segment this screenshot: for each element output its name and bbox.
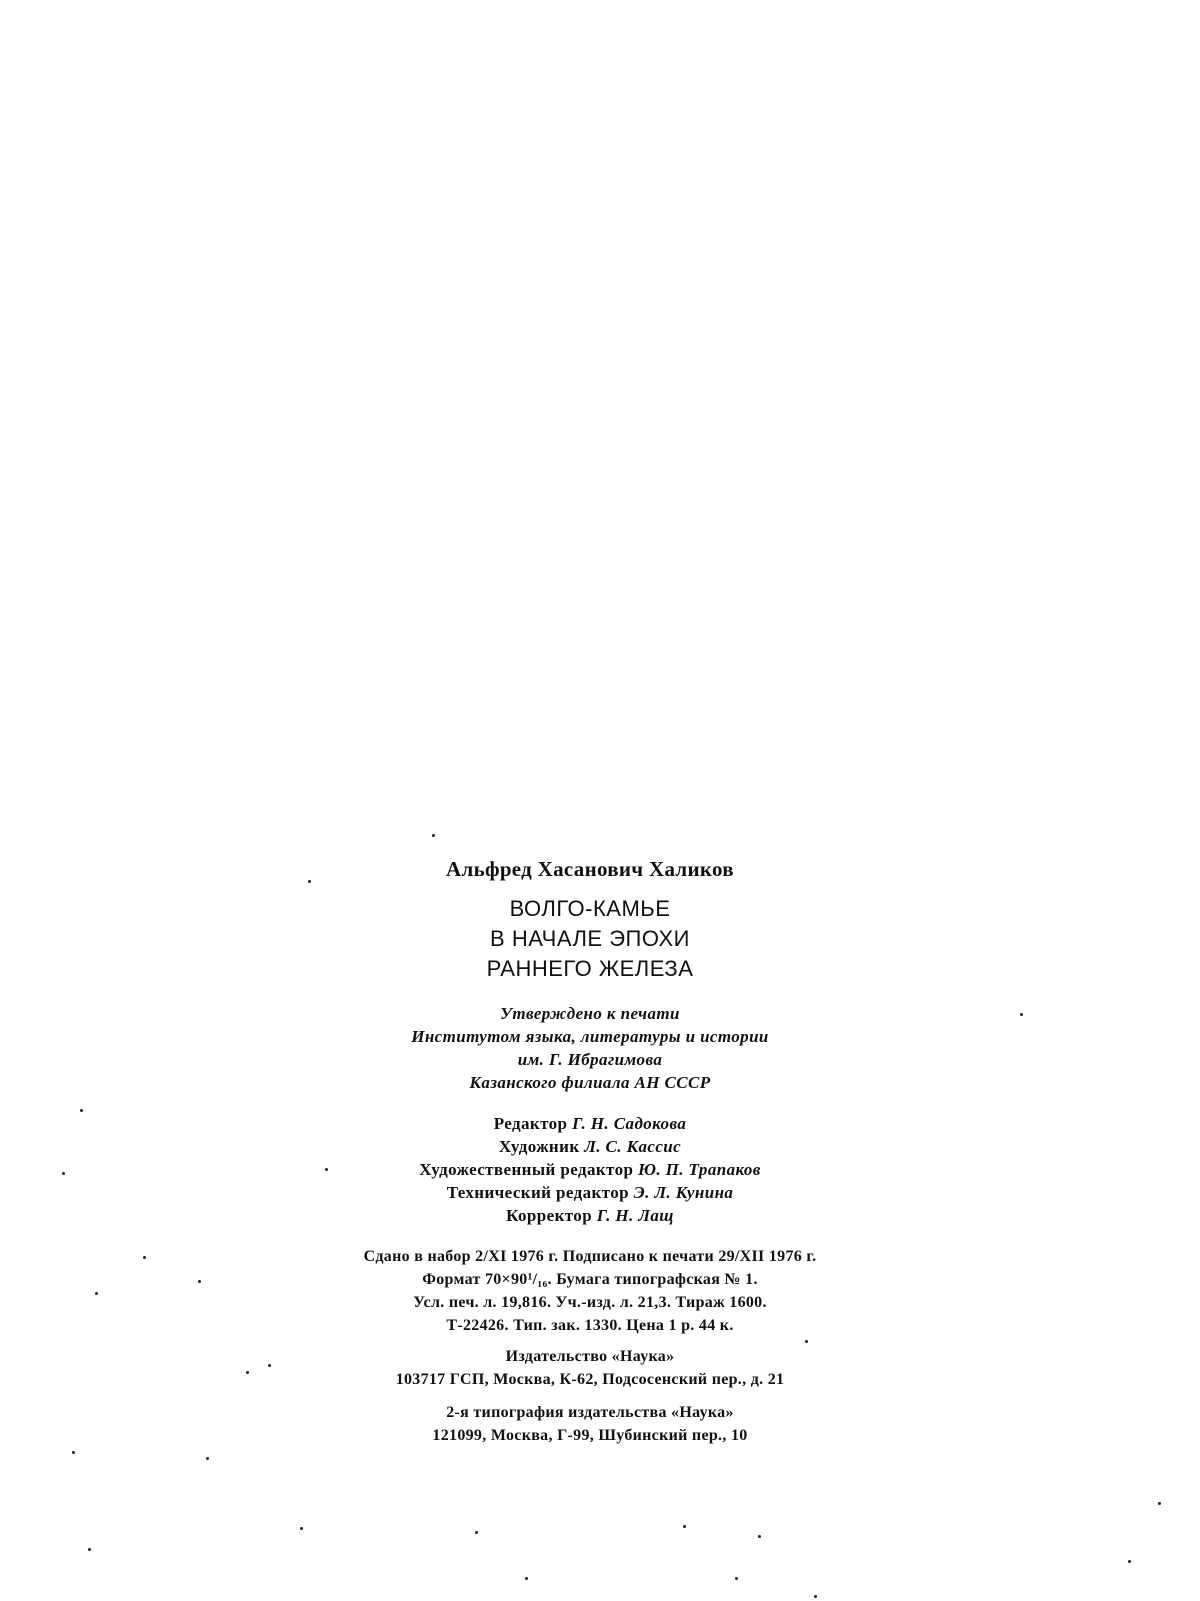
scan-speck — [758, 1535, 761, 1538]
printing-house-line: 2-я типография издательства «Наука» — [446, 1404, 734, 1421]
credit-person: Г. Н. Лащ — [596, 1206, 674, 1225]
printing-house-line: 121099, Москва, Г-99, Шубинский пер., 10 — [432, 1427, 748, 1444]
credit-technical-editor — [210, 1181, 970, 1204]
author-name: Альфред Хасанович Халиков — [446, 857, 734, 881]
title-line: РАННЕГО ЖЕЛЕЗА — [486, 956, 694, 981]
printing-line: Усл. печ. л. 19,816. Уч.-изд. л. 21,3. Тираж 1600. — [413, 1294, 767, 1311]
scan-speck — [475, 1531, 478, 1534]
scan-speck — [814, 1595, 817, 1598]
book-title — [210, 894, 970, 984]
scan-speck — [198, 1280, 201, 1283]
scan-speck — [308, 880, 311, 883]
credit-proofreader — [210, 1204, 970, 1227]
credit-art-editor — [210, 1158, 970, 1181]
scan-speck — [143, 1256, 146, 1259]
credits-list — [210, 1112, 970, 1227]
publisher-line: Издательство «Наука» — [505, 1348, 675, 1365]
credit-person: Г. Н. Садокова — [572, 1114, 687, 1133]
credit-person: Л. С. Кассис — [584, 1137, 682, 1156]
printing-line: Т-22426. Тип. зак. 1330. Цена 1 р. 44 к. — [446, 1317, 734, 1334]
scan-speck — [525, 1577, 528, 1580]
approval-note — [210, 1002, 970, 1094]
scan-speck — [95, 1292, 98, 1295]
publisher-info — [210, 1345, 970, 1391]
credit-role: Корректор — [506, 1206, 593, 1225]
scan-speck — [1158, 1502, 1161, 1505]
scan-speck — [300, 1527, 303, 1530]
scan-speck — [80, 1109, 83, 1112]
scan-speck — [72, 1451, 75, 1454]
printing-details — [210, 1245, 970, 1337]
approval-line: Институтом языка, литературы и истории — [411, 1027, 769, 1046]
credit-role: Художник — [498, 1137, 580, 1156]
printing-line: Сдано в набор 2/XI 1976 г. Подписано к печати 29/XII 1976 г. — [363, 1248, 817, 1265]
title-line: В НАЧАЛЕ ЭПОХИ — [490, 926, 690, 951]
approval-line: Утверждено к печати — [500, 1004, 680, 1023]
printing-house-info — [210, 1401, 970, 1447]
scan-speck — [1128, 1560, 1131, 1563]
credit-person: Э. Л. Кунина — [633, 1183, 734, 1202]
scan-speck — [805, 1340, 808, 1343]
credit-person: Ю. П. Трапаков — [637, 1160, 761, 1179]
scan-speck — [683, 1525, 686, 1528]
publisher-line: 103717 ГСП, Москва, К-62, Подсосенский пер., д. 21 — [395, 1371, 785, 1388]
scan-speck — [246, 1371, 249, 1374]
title-line: ВОЛГО-КАМЬЕ — [509, 896, 671, 921]
imprint-block — [210, 856, 970, 1447]
credit-role: Редактор — [493, 1114, 568, 1133]
scan-speck — [1020, 1013, 1023, 1016]
scan-speck — [325, 1168, 328, 1171]
scan-speck — [268, 1364, 271, 1367]
scan-speck — [88, 1548, 91, 1551]
scan-speck — [62, 1172, 65, 1175]
scan-speck — [206, 1457, 209, 1460]
credit-artist — [210, 1135, 970, 1158]
credit-role: Художественный редактор — [419, 1160, 634, 1179]
approval-line: им. Г. Ибрагимова — [517, 1050, 663, 1069]
printing-line: Формат 70×90¹/₁₆. Бумага типографская № 1. — [422, 1271, 758, 1288]
credit-editor — [210, 1112, 970, 1135]
scan-speck — [735, 1577, 738, 1580]
scan-speck — [432, 834, 435, 837]
credit-role: Технический редактор — [446, 1183, 629, 1202]
approval-line: Казанского филиала АН СССР — [469, 1073, 711, 1092]
